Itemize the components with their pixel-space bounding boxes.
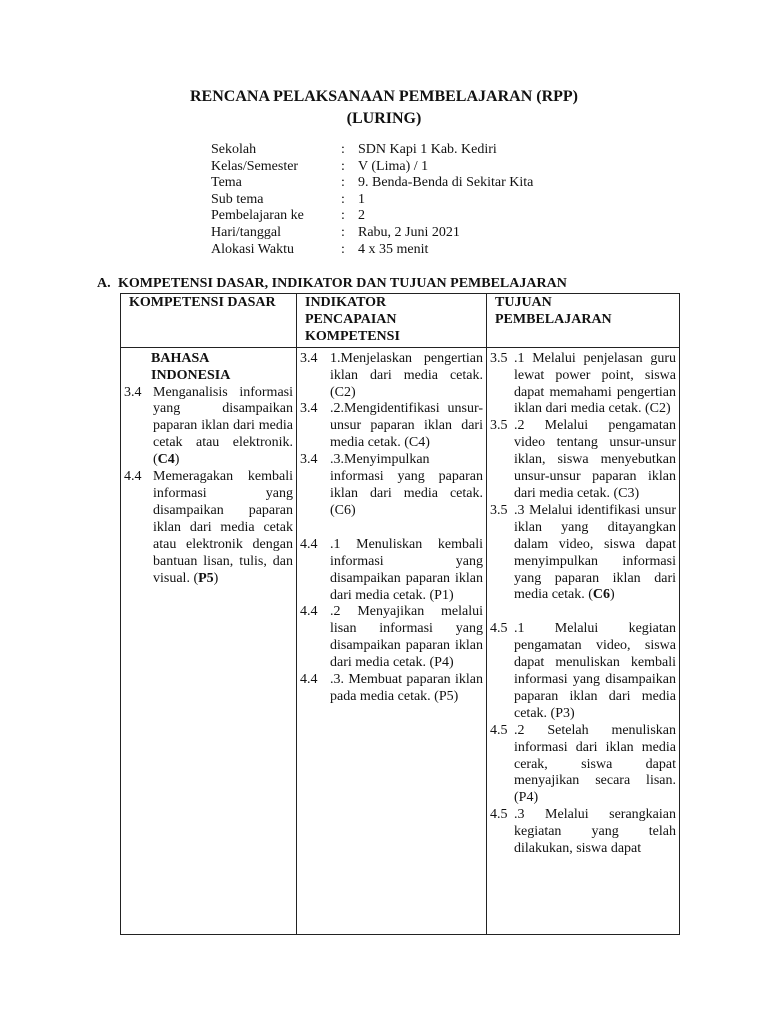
info-colon: :: [341, 158, 345, 174]
section-title: KOMPETENSI DASAR, INDIKATOR DAN TUJUAN PEMBELAJARAN: [118, 276, 567, 291]
competency-table: [120, 293, 680, 935]
info-value: SDN Kapi 1 Kab. Kediri: [358, 142, 497, 157]
info-row-pembelajaran-ke: [211, 208, 533, 225]
indikator-cell: [297, 347, 487, 934]
indikator-item: 3.4 .2.Mengidentifikasi unsur-unsur paparan iklan dari media cetak. (C4): [300, 401, 483, 451]
info-value: Rabu, 2 Juni 2021: [358, 224, 460, 240]
info-row-alokasi-waktu: [211, 242, 533, 259]
info-label: Sekolah: [211, 142, 257, 157]
info-colon: :: [341, 191, 345, 207]
info-value: V (Lima) / 1: [358, 158, 429, 174]
indikator-item: 4.4 .2 Menyajikan melalui lisan informasi yang disampaikan paparan iklan dari media cetak. (P4): [300, 604, 483, 671]
indikator-item: 4.4 .3. Membuat paparan iklan pada media cetak. (P5): [300, 672, 483, 704]
indikator-item: 3.4 1.Menjelaskan pengertian iklan dari media cetak. (C2): [300, 350, 483, 400]
info-label: Sub tema: [211, 191, 264, 207]
info-row-sub-tema: [211, 192, 533, 209]
tujuan-item: 3.5 .3 Melalui identifikasi unsur iklan yang ditayangkan dalam video, siswa dapat menyimpulkan informasi yang paparan iklan dari media cetak. (C6): [490, 502, 676, 603]
info-colon: :: [341, 224, 345, 240]
tujuan-item: 4.5 .1 Melalui kegiatan pengamatan video, siswa dapat menuliskan kembali informasi yang disampaikan paparan iklan dari media cetak. (P3): [490, 621, 676, 721]
tujuan-item: 4.5 .3 Melalui serangkaian kegiatan yang telah dilakukan, siswa dapat: [490, 807, 676, 857]
tujuan-item: 3.5 .2 Melalui pengamatan video tentang unsur-unsur iklan, siswa menyebutkan unsur-unsur paparan iklan dari media cetak. (C3): [490, 418, 676, 501]
info-label: Alokasi Waktu: [211, 241, 294, 257]
table-header-row: [121, 294, 680, 348]
tujuan-item: 4.5 .2 Setelah menuliskan informasi dari iklan media cerak, siswa dapat menyajikan secara lisan. (P4): [490, 722, 676, 806]
info-value: 1: [358, 191, 365, 207]
indikator-item: 3.4 .3.Menyimpulkan informasi yang paparan iklan dari media cetak. (C6): [300, 452, 483, 518]
info-label: Tema: [211, 175, 242, 191]
kd-item: 3.4 Menganalisis informasi yang disampaikan paparan iklan dari media cetak atau elektronik. (C4): [124, 384, 293, 468]
tujuan-item: 3.5 .1 Melalui penjelasan guru lewat power point, siswa dapat memahami pengertian iklan dari media cetak. (C2): [490, 350, 676, 417]
document-title-line-1: RENCANA PELAKSANAAN PEMBELAJARAN (RPP): [190, 88, 578, 105]
info-row-kelas-semester: [211, 159, 533, 176]
kd-item: 4.4 Memeragakan kembali informasi yang disampaikan paparan iklan dari media cetak atau elektronik dengan bantuan lisan, tulis, dan visual. (P5): [124, 469, 293, 586]
header-tujuan: TUJUAN PEMBELAJARAN: [487, 294, 680, 348]
kd-cell: [121, 347, 297, 934]
table-row: [121, 347, 680, 934]
info-label: Pembelajaran ke: [211, 208, 304, 224]
tujuan-cell: [487, 347, 680, 934]
info-row-tema: [211, 175, 533, 192]
info-colon: :: [341, 241, 345, 257]
section-number: A.: [97, 276, 111, 291]
header-indikator: INDIKATOR PENCAPAIAN KOMPETENSI: [297, 294, 487, 348]
indikator-item: 4.4 .1 Menuliskan kembali informasi yang disampaikan paparan iklan dari media cetak. (P1): [300, 536, 483, 603]
info-colon: :: [341, 142, 345, 157]
info-row-sekolah: [211, 142, 533, 159]
info-value: 4 x 35 menit: [358, 241, 429, 257]
subject-name: BAHASA INDONESIA: [151, 350, 231, 383]
info-value: 9. Benda-Benda di Sekitar Kita: [358, 175, 534, 191]
header-kompetensi-dasar: KOMPETENSI DASAR: [121, 294, 297, 348]
document-title-line-2: (LURING): [346, 110, 422, 127]
document-title: [0, 86, 768, 130]
info-label: Hari/tanggal: [211, 224, 281, 240]
info-value: 2: [358, 208, 365, 224]
identity-info-table: [211, 142, 533, 258]
info-row-hari-tanggal: [211, 225, 533, 242]
info-label: Kelas/Semester: [211, 158, 299, 174]
info-colon: :: [341, 208, 345, 224]
section-a-heading: [97, 276, 567, 292]
info-colon: :: [341, 175, 345, 191]
